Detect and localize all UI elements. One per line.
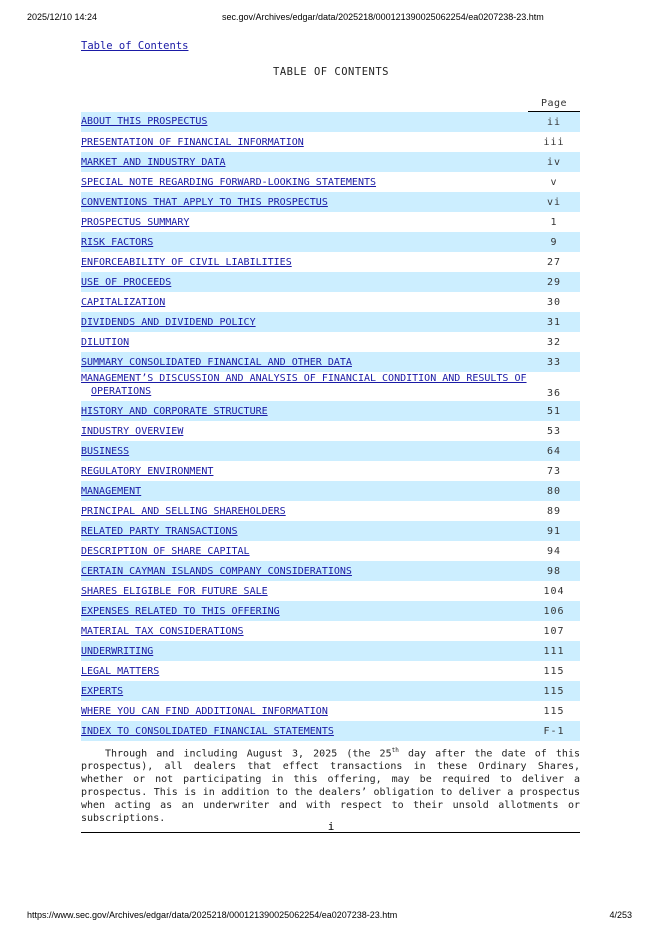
toc-row xyxy=(81,621,580,641)
toc-entry-title-continued: OPERATIONS xyxy=(91,386,152,397)
delivery-notice-paragraph xyxy=(81,744,580,825)
toc-row xyxy=(81,192,580,212)
toc-row xyxy=(81,721,580,741)
toc-entry-page: 29 xyxy=(528,272,580,292)
toc-entry-title: UNDERWRITING xyxy=(81,645,154,657)
toc-entry-page: 89 xyxy=(546,505,562,517)
toc-entry-title: WHERE YOU CAN FIND ADDITIONAL INFORMATION xyxy=(81,705,328,717)
toc-entry-link[interactable] xyxy=(81,621,528,641)
toc-entry-link[interactable] xyxy=(81,461,528,481)
toc-entry-title: MARKET AND INDUSTRY DATA xyxy=(81,156,226,168)
toc-row xyxy=(81,332,580,352)
toc-entry-title: DESCRIPTION OF SHARE CAPITAL xyxy=(81,545,250,557)
notice-superscript: th xyxy=(391,747,399,754)
toc-entry-page: 1 xyxy=(550,216,558,228)
toc-entry-page: vi xyxy=(528,192,580,212)
toc-entry-link[interactable] xyxy=(81,172,528,192)
toc-entry-title: DILUTION xyxy=(81,336,130,348)
toc-entry-link[interactable] xyxy=(81,681,528,701)
toc-entry-link[interactable] xyxy=(81,232,528,252)
toc-row xyxy=(81,292,580,312)
toc-entry-link[interactable] xyxy=(81,541,528,561)
toc-table xyxy=(81,90,580,741)
toc-entry-title: ENFORCEABILITY OF CIVIL LIABILITIES xyxy=(81,256,292,268)
toc-row xyxy=(81,701,580,721)
toc-entry-page: v xyxy=(550,176,558,188)
toc-entry-link[interactable] xyxy=(81,401,528,421)
toc-row xyxy=(81,212,580,232)
toc-entry-page: 31 xyxy=(528,312,580,332)
toc-entry-link[interactable] xyxy=(81,481,528,501)
toc-entry-title: MANAGEMENT xyxy=(81,485,142,497)
page-title: TABLE OF CONTENTS xyxy=(273,66,389,78)
toc-entry-title: RELATED PARTY TRANSACTIONS xyxy=(81,525,238,537)
toc-entry-link[interactable] xyxy=(81,152,528,172)
toc-row xyxy=(81,152,580,172)
toc-row xyxy=(81,601,580,621)
toc-entry-link[interactable] xyxy=(81,501,528,521)
toc-row xyxy=(81,641,580,661)
toc-row xyxy=(81,372,580,401)
page-number: i xyxy=(327,820,335,833)
toc-entry-title: MANAGEMENT’S DISCUSSION AND ANALYSIS OF FINANCIAL CONDITION AND RESULTS OF xyxy=(81,373,527,384)
toc-entry-page: 32 xyxy=(546,336,562,348)
table-of-contents-link[interactable]: Table of Contents xyxy=(81,40,189,52)
toc-entry-link[interactable] xyxy=(81,272,528,292)
page-bottom-rule xyxy=(81,832,580,833)
toc-entry-title: CERTAIN CAYMAN ISLANDS COMPANY CONSIDERATIONS xyxy=(81,565,352,577)
toc-entry-page: 106 xyxy=(528,601,580,621)
toc-row xyxy=(81,421,580,441)
toc-entry-link[interactable] xyxy=(81,441,528,461)
toc-row xyxy=(81,132,580,152)
toc-entry-page: 9 xyxy=(528,232,580,252)
toc-entry-page: 80 xyxy=(528,481,580,501)
toc-entry-link[interactable] xyxy=(81,112,528,133)
toc-row xyxy=(81,481,580,501)
toc-header-row xyxy=(81,90,580,112)
toc-entry-page: 53 xyxy=(546,425,562,437)
toc-entry-title: MATERIAL TAX CONSIDERATIONS xyxy=(81,625,244,637)
toc-row xyxy=(81,312,580,332)
toc-entry-title: BUSINESS xyxy=(81,445,130,457)
print-datetime: 2025/12/10 14:24 xyxy=(27,12,98,22)
toc-entry-title: CONVENTIONS THAT APPLY TO THIS PROSPECTUS xyxy=(81,196,328,208)
toc-row xyxy=(81,172,580,192)
toc-entry-page: 27 xyxy=(546,256,562,268)
toc-entry-title: USE OF PROCEEDS xyxy=(81,276,172,288)
toc-row xyxy=(81,681,580,701)
toc-entry-link[interactable] xyxy=(81,132,528,152)
toc-entry-link[interactable] xyxy=(81,332,528,352)
toc-entry-title: PROSPECTUS SUMMARY xyxy=(81,216,190,228)
toc-entry-page: 73 xyxy=(546,465,562,477)
toc-row xyxy=(81,272,580,292)
toc-row xyxy=(81,661,580,681)
toc-entry-link[interactable] xyxy=(81,641,528,661)
toc-entry-link[interactable] xyxy=(81,212,528,232)
toc-entry-page: 30 xyxy=(546,296,562,308)
notice-text-end: day after the date of this prospectus), all dealers that effect transactions in these Ordinary Shares, whether or not participating in this offering, may be required to deliver a prospectus. This is in addition to the dealers’ obligation to deliver a prospectus when acting as an underwriter and with respect to their unsold allotments or subscriptions. xyxy=(81,748,580,825)
toc-row xyxy=(81,441,580,461)
toc-entry-page: 115 xyxy=(528,681,580,701)
toc-entry-page: ii xyxy=(528,112,580,133)
toc-row xyxy=(81,112,580,133)
toc-row xyxy=(81,501,580,521)
toc-entry-page: 98 xyxy=(528,561,580,581)
toc-entry-page: 115 xyxy=(543,665,565,677)
toc-entry-page: 111 xyxy=(528,641,580,661)
toc-entry-link[interactable] xyxy=(81,521,528,541)
toc-entry-page: 51 xyxy=(528,401,580,421)
toc-row xyxy=(81,461,580,481)
toc-entry-link[interactable] xyxy=(81,352,528,372)
toc-entry-title: SUMMARY CONSOLIDATED FINANCIAL AND OTHER DATA xyxy=(81,356,352,368)
toc-entry-page: 104 xyxy=(543,585,565,597)
toc-entry-page: iii xyxy=(543,136,565,148)
toc-entry-link[interactable] xyxy=(81,721,528,741)
toc-entry-title: SHARES ELIGIBLE FOR FUTURE SALE xyxy=(81,585,268,597)
toc-row xyxy=(81,521,580,541)
toc-entry-title: PRINCIPAL AND SELLING SHAREHOLDERS xyxy=(81,505,286,517)
toc-entry-link[interactable] xyxy=(81,421,528,441)
toc-entry-title: ABOUT THIS PROSPECTUS xyxy=(81,116,208,128)
toc-entry-page: 91 xyxy=(528,521,580,541)
notice-text-start: Through and including August 3, 2025 (the 25 xyxy=(105,748,392,760)
toc-entry-title: EXPENSES RELATED TO THIS OFFERING xyxy=(81,605,280,617)
toc-entry-title: SPECIAL NOTE REGARDING FORWARD-LOOKING STATEMENTS xyxy=(81,176,377,188)
toc-entry-page: 94 xyxy=(546,545,562,557)
toc-entry-title: HISTORY AND CORPORATE STRUCTURE xyxy=(81,405,268,417)
toc-entry-title: PRESENTATION OF FINANCIAL INFORMATION xyxy=(81,136,304,148)
toc-entry-title: INDEX TO CONSOLIDATED FINANCIAL STATEMENTS xyxy=(81,725,334,737)
toc-entry-page: 64 xyxy=(528,441,580,461)
toc-row xyxy=(81,352,580,372)
toc-entry-page: iv xyxy=(528,152,580,172)
toc-row xyxy=(81,401,580,421)
print-page-count: 4/253 xyxy=(609,910,632,920)
toc-entry-link[interactable] xyxy=(81,661,528,681)
toc-entry-title: INDUSTRY OVERVIEW xyxy=(81,425,184,437)
toc-entry-link[interactable] xyxy=(81,561,528,581)
toc-entry-page: F-1 xyxy=(528,721,580,741)
print-url: sec.gov/Archives/edgar/data/2025218/000121390025062254/ea0207238-23.htm xyxy=(222,12,544,22)
print-footer-url: https://www.sec.gov/Archives/edgar/data/2025218/000121390025062254/ea0207238-23.htm xyxy=(27,910,398,920)
toc-entry-title: DIVIDENDS AND DIVIDEND POLICY xyxy=(81,316,256,328)
toc-row xyxy=(81,541,580,561)
toc-row xyxy=(81,252,580,272)
toc-entry-title: CAPITALIZATION xyxy=(81,296,166,308)
toc-entry-title: REGULATORY ENVIRONMENT xyxy=(81,465,214,477)
toc-entry-page: 115 xyxy=(543,705,565,717)
toc-entry-link[interactable] xyxy=(81,581,528,601)
toc-entry-title: EXPERTS xyxy=(81,685,124,697)
toc-entry-link[interactable] xyxy=(81,252,528,272)
toc-entry-page: 107 xyxy=(543,625,565,637)
toc-entry-link[interactable] xyxy=(81,601,528,621)
toc-entry-link[interactable] xyxy=(81,192,528,212)
toc-entry-page: 36 xyxy=(546,388,562,399)
toc-entry-link[interactable] xyxy=(81,701,528,721)
toc-entry-link[interactable] xyxy=(81,372,528,401)
toc-row xyxy=(81,581,580,601)
toc-row xyxy=(81,561,580,581)
page-column-header: Page xyxy=(528,90,580,112)
toc-entry-link[interactable] xyxy=(81,312,528,332)
toc-entry-page: 33 xyxy=(528,352,580,372)
toc-entry-title: LEGAL MATTERS xyxy=(81,665,160,677)
toc-row xyxy=(81,232,580,252)
toc-entry-title: RISK FACTORS xyxy=(81,236,154,248)
toc-entry-link[interactable] xyxy=(81,292,528,312)
